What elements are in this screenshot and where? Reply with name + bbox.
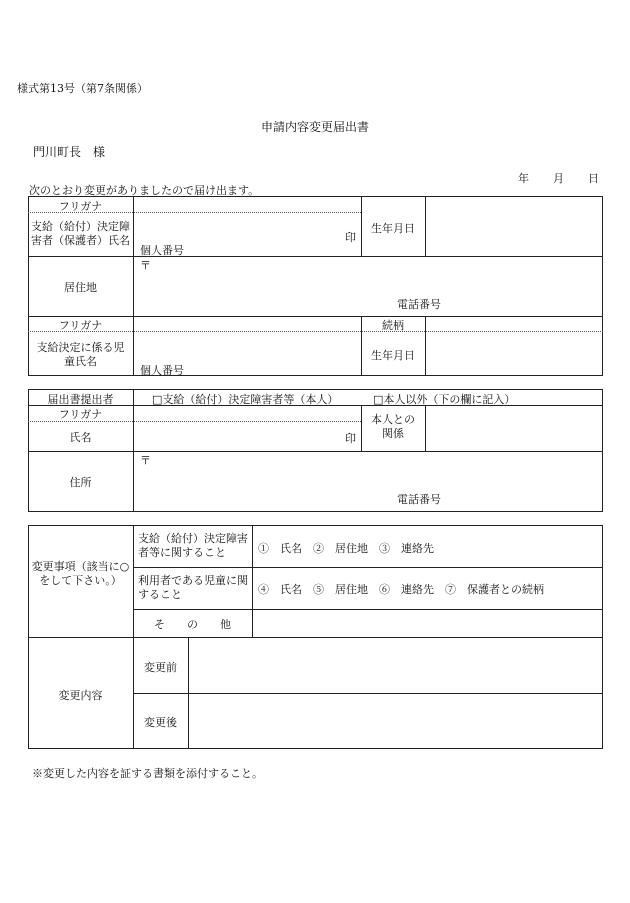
- child-my-number-label: 個人番号: [140, 364, 184, 377]
- before-label: 変更前: [144, 661, 177, 674]
- submitter-relation-label: 本人との関係: [371, 413, 415, 440]
- submitter-address-label: 住所: [69, 476, 92, 489]
- submitter-phone-label: 電話番号: [397, 493, 441, 506]
- submitter-postal-mark: 〒: [140, 454, 151, 467]
- other-field[interactable]: [253, 610, 602, 636]
- address-label: 居住地: [64, 281, 97, 294]
- page-title: 申請内容変更届出書: [260, 120, 369, 134]
- submitter-seal-mark: 印: [345, 432, 356, 445]
- postal-mark: 〒: [140, 259, 151, 272]
- submitter-label: 届出書提出者: [47, 393, 114, 406]
- birthdate-field[interactable]: [426, 197, 602, 255]
- option-self-checkbox[interactable]: □支給（給付）決定障害者等（本人）: [152, 393, 339, 406]
- form-number: 様式第13号（第7条関係）: [17, 82, 148, 95]
- address-field[interactable]: [134, 257, 602, 315]
- row1-options[interactable]: ① 氏名 ② 居住地 ③ 連絡先: [258, 542, 434, 555]
- seal-mark: 印: [345, 231, 356, 244]
- recipient-name-label: 支給（給付）決定障害者（保護者）氏名: [31, 220, 130, 247]
- submitter-name-field[interactable]: [134, 422, 360, 450]
- child-birthdate-label: 生年月日: [371, 349, 415, 362]
- after-field[interactable]: [189, 694, 602, 748]
- relation-label: 続柄: [382, 319, 404, 332]
- addressee: 門川町長 様: [33, 145, 106, 159]
- row2-label: 利用者である児童に関すること: [138, 574, 248, 601]
- date-day: 日: [588, 172, 599, 185]
- birthdate-label: 生年月日: [371, 222, 415, 235]
- row1-label: 支給（給付）決定障害者等に関すること: [138, 532, 248, 559]
- furigana-label: フリガナ: [58, 200, 103, 213]
- intro-text: 次のとおり変更がありましたので届け出ます。: [29, 184, 260, 197]
- child-name-label: 支給決定に係る児童氏名: [36, 341, 125, 368]
- submitter-relation-field[interactable]: [426, 406, 602, 450]
- date-year: 年: [518, 172, 529, 185]
- before-field[interactable]: [189, 638, 602, 692]
- date-month: 月: [553, 172, 564, 185]
- option-other-checkbox[interactable]: □本人以外（下の欄に記入）: [373, 393, 516, 406]
- child-furigana-label: フリガナ: [58, 319, 103, 332]
- row2-options[interactable]: ④ 氏名 ⑤ 居住地 ⑥ 連絡先 ⑦ 保護者との続柄: [258, 583, 544, 596]
- child-birthdate-field[interactable]: [426, 332, 602, 375]
- change-content-label: 変更内容: [58, 689, 103, 702]
- footnote: ※変更した内容を証する書類を添付すること。: [32, 767, 263, 780]
- submitter-name-label: 氏名: [69, 431, 92, 444]
- submitter-furigana-label: フリガナ: [58, 408, 103, 421]
- row3-label: そ の 他: [154, 618, 231, 631]
- my-number-label: 個人番号: [140, 244, 184, 257]
- after-label: 変更後: [144, 716, 177, 729]
- change-items-label: 変更事項（該当に○をして下さい。）: [31, 560, 130, 587]
- submitter-address-field[interactable]: [134, 452, 602, 511]
- phone-label: 電話番号: [397, 298, 441, 311]
